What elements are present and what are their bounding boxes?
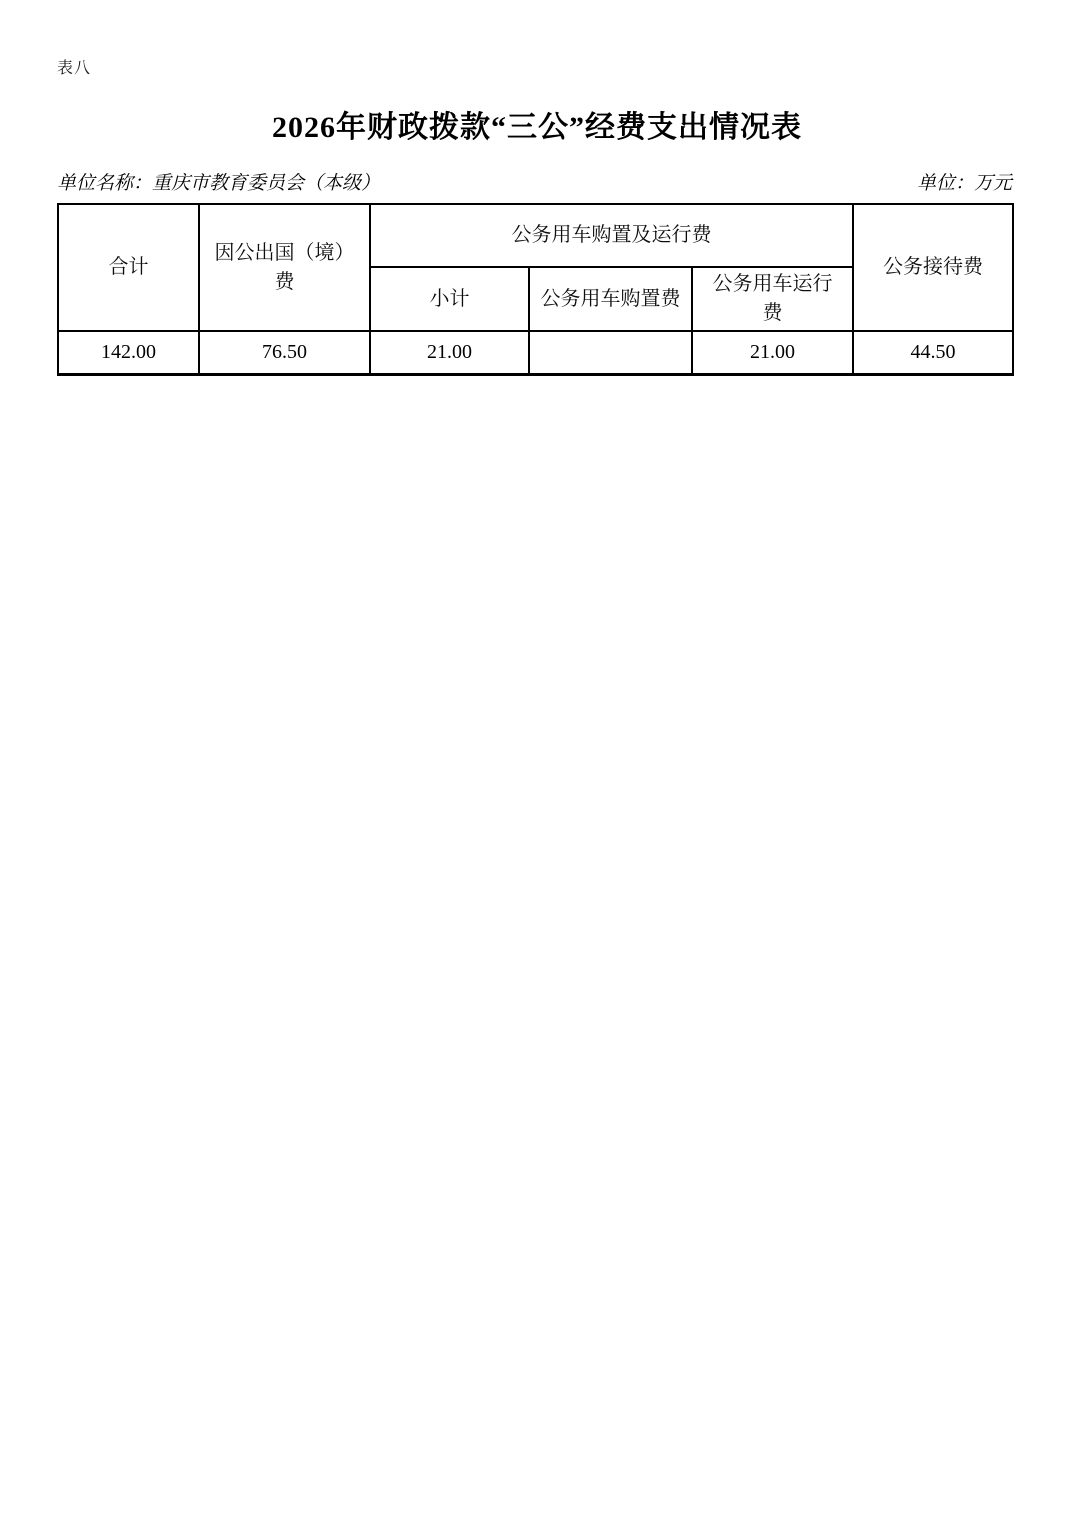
- currency-unit-label: 单位：万元: [916, 173, 1012, 194]
- table-row: [58, 331, 1013, 374]
- header-abroad-fee-text: 因公出国（境）费: [214, 241, 355, 293]
- cell-abroad-fee: 76.50: [199, 331, 370, 374]
- header-vehicle-subtotal: 小计: [370, 267, 529, 331]
- cell-reception-fee: 44.50: [853, 331, 1013, 374]
- header-abroad-fee: [199, 204, 370, 331]
- header-vehicle-operation-fee-text: 公务用车运行费: [712, 273, 833, 324]
- header-total: 合计: [58, 204, 199, 331]
- page-title: 2026年财政拨款“三公”经费支出情况表: [272, 111, 802, 144]
- three-public-expense-table: [57, 203, 1014, 376]
- header-vehicle-group: 公务用车购置及运行费: [370, 204, 853, 267]
- cell-vehicle-operation-fee: 21.00: [692, 331, 853, 374]
- cell-vehicle-subtotal: 21.00: [370, 331, 529, 374]
- header-vehicle-purchase-fee: 公务用车购置费: [529, 267, 692, 331]
- sheet-label: 表八: [57, 60, 92, 77]
- cell-vehicle-purchase-fee: [529, 331, 692, 374]
- meta-row: [57, 168, 1012, 195]
- header-reception-fee: 公务接待费: [853, 204, 1013, 331]
- org-name-label: 单位名称：重庆市教育委员会（本级）: [57, 173, 381, 194]
- cell-total: 142.00: [58, 331, 199, 374]
- header-vehicle-operation-fee: [692, 267, 853, 331]
- header-row-1: [58, 204, 1013, 267]
